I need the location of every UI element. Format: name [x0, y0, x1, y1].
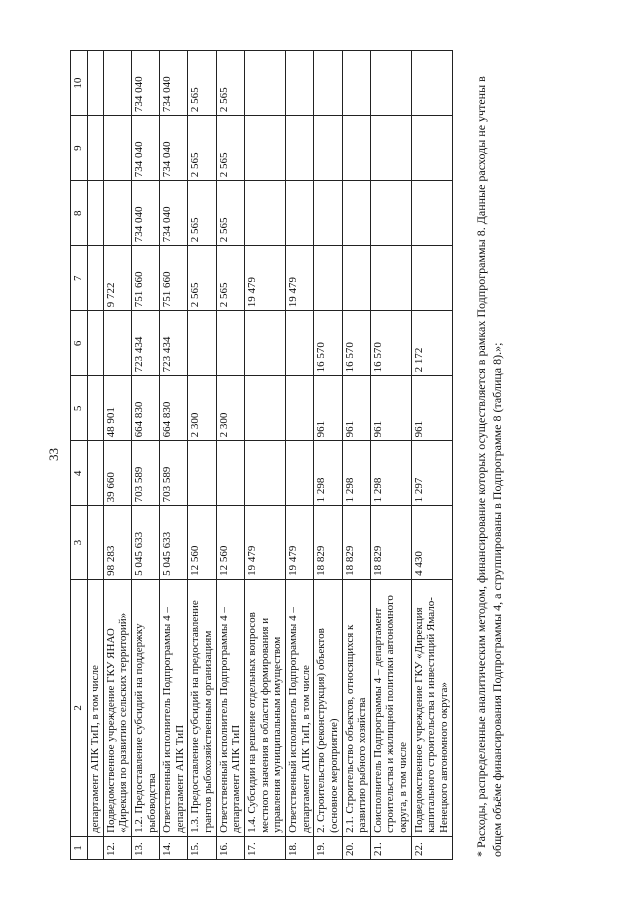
value-cell [103, 51, 131, 116]
column-header: 9 [71, 116, 88, 181]
value-cell [370, 181, 411, 246]
table-row [216, 51, 244, 860]
row-name-cell: Подведомственное учреждение ГКУ «Дирекция капитального строительства и инвестиций Ямало-Ненецкого автономного округа» [411, 579, 452, 836]
row-number-cell: 13. [131, 836, 159, 859]
value-cell [314, 51, 342, 116]
finance-table [70, 50, 453, 860]
value-cell: 12 560 [188, 506, 216, 579]
value-cell [285, 51, 313, 116]
value-cell [88, 181, 104, 246]
row-name-cell: Подведомственное учреждение ГКУ ЯНАО «Дирекция по развитию сельских территорий» [103, 579, 131, 836]
value-cell [285, 181, 313, 246]
value-cell [342, 246, 370, 311]
value-cell [188, 441, 216, 506]
value-cell [88, 116, 104, 181]
value-cell: 16 570 [370, 311, 411, 376]
row-name-cell: 1.2. Предоставление субсидий на поддержку рыбоводства [131, 579, 159, 836]
row-number-cell: 19. [314, 836, 342, 859]
row-name-cell: Ответственный исполнитель Подпрограммы 4 – департамент АПК ТиП [216, 579, 244, 836]
value-cell: 2 565 [216, 246, 244, 311]
column-header: 8 [71, 181, 88, 246]
value-cell: 12 560 [216, 506, 244, 579]
column-header: 3 [71, 506, 88, 579]
table-row [245, 51, 286, 860]
value-cell [411, 116, 452, 181]
table-row [411, 51, 452, 860]
table-row [188, 51, 216, 860]
value-cell [103, 116, 131, 181]
value-cell [245, 311, 286, 376]
value-cell [314, 246, 342, 311]
value-cell: 961 [411, 376, 452, 441]
value-cell [370, 246, 411, 311]
value-cell: 18 829 [342, 506, 370, 579]
value-cell: 2 565 [188, 181, 216, 246]
table-row [88, 51, 104, 860]
row-number-cell [88, 836, 104, 859]
table-row [131, 51, 159, 860]
value-cell: 9 722 [103, 246, 131, 311]
value-cell: 5 045 633 [131, 506, 159, 579]
value-cell: 734 040 [131, 51, 159, 116]
table-row [314, 51, 342, 860]
value-cell [188, 311, 216, 376]
row-number-cell: 16. [216, 836, 244, 859]
value-cell: 703 589 [131, 441, 159, 506]
value-cell: 19 479 [285, 246, 313, 311]
row-number-cell: 22. [411, 836, 452, 859]
value-cell: 18 829 [314, 506, 342, 579]
value-cell [411, 51, 452, 116]
value-cell: 2 565 [188, 51, 216, 116]
value-cell: 16 570 [342, 311, 370, 376]
table-row [160, 51, 188, 860]
row-number-cell: 15. [188, 836, 216, 859]
value-cell [245, 376, 286, 441]
value-cell: 734 040 [160, 51, 188, 116]
value-cell [88, 51, 104, 116]
column-header: 4 [71, 441, 88, 506]
row-name-cell: департамент АПК ТиП, в том числе [88, 579, 104, 836]
value-cell [88, 441, 104, 506]
value-cell [342, 51, 370, 116]
column-header: 10 [71, 51, 88, 116]
value-cell: 98 283 [103, 506, 131, 579]
value-cell [285, 116, 313, 181]
column-header: 6 [71, 311, 88, 376]
value-cell: 734 040 [131, 116, 159, 181]
value-cell [411, 181, 452, 246]
column-header: 7 [71, 246, 88, 311]
row-name-cell: 2.1. Строительство объектов, относящихся к развитию рыбного хозяйства [342, 579, 370, 836]
value-cell [245, 181, 286, 246]
value-cell: 734 040 [131, 181, 159, 246]
value-cell: 2 172 [411, 311, 452, 376]
value-cell: 751 660 [131, 246, 159, 311]
value-cell: 5 045 633 [160, 506, 188, 579]
value-cell: 2 300 [188, 376, 216, 441]
value-cell [411, 246, 452, 311]
value-cell [216, 311, 244, 376]
value-cell [342, 181, 370, 246]
value-cell: 961 [314, 376, 342, 441]
value-cell [103, 311, 131, 376]
value-cell [314, 181, 342, 246]
value-cell [370, 116, 411, 181]
row-name-cell: 1.4. Субсидии на решение отдельных вопросов местного значения в области формирования и управления муниципальным имуществом [245, 579, 286, 836]
table-row [103, 51, 131, 860]
value-cell: 2 565 [216, 181, 244, 246]
value-cell [88, 506, 104, 579]
value-cell: 2 565 [188, 116, 216, 181]
value-cell: 1 298 [314, 441, 342, 506]
value-cell [314, 116, 342, 181]
table-header-row [71, 51, 88, 860]
column-header: 2 [71, 579, 88, 836]
value-cell: 2 565 [216, 116, 244, 181]
row-name-cell: Ответственный исполнитель Подпрограммы 4 – департамент АПК ТиП, в том числе [285, 579, 313, 836]
value-cell: 48 901 [103, 376, 131, 441]
table-row [342, 51, 370, 860]
value-cell: 664 830 [131, 376, 159, 441]
value-cell: 751 660 [160, 246, 188, 311]
row-name-cell: 1.3. Предоставление субсидий на предоставление грантов рыбохозяйственным организациям [188, 579, 216, 836]
value-cell: 961 [342, 376, 370, 441]
value-cell: 19 479 [285, 506, 313, 579]
value-cell: 4 430 [411, 506, 452, 579]
value-cell: 723 434 [160, 311, 188, 376]
value-cell: 664 830 [160, 376, 188, 441]
row-name-cell: Соисполнитель Подпрограммы 4 – департамент строительства и жилищной политики автономного округа, в том числе [370, 579, 411, 836]
value-cell: 19 479 [245, 246, 286, 311]
value-cell: 961 [370, 376, 411, 441]
value-cell: 703 589 [160, 441, 188, 506]
value-cell: 2 300 [216, 376, 244, 441]
value-cell: 723 434 [131, 311, 159, 376]
row-number-cell: 17. [245, 836, 286, 859]
row-number-cell: 21. [370, 836, 411, 859]
value-cell [88, 376, 104, 441]
value-cell [88, 246, 104, 311]
column-header: 1 [71, 836, 88, 859]
row-name-cell: 2. Строительство (реконструкция) объектов (основное мероприятие) [314, 579, 342, 836]
value-cell: 19 479 [245, 506, 286, 579]
value-cell: 2 565 [188, 246, 216, 311]
row-number-cell: 20. [342, 836, 370, 859]
value-cell: 734 040 [160, 181, 188, 246]
value-cell: 1 298 [342, 441, 370, 506]
row-number-cell: 12. [103, 836, 131, 859]
value-cell [285, 376, 313, 441]
value-cell [285, 441, 313, 506]
column-header: 5 [71, 376, 88, 441]
value-cell: 18 829 [370, 506, 411, 579]
row-number-cell: 14. [160, 836, 188, 859]
row-name-cell: Ответственный исполнитель Подпрограммы 4 – департамент АПК ТиП [160, 579, 188, 836]
rotated-content [40, 42, 520, 867]
value-cell: 1 298 [370, 441, 411, 506]
value-cell [245, 51, 286, 116]
footnote: * Расходы, распределенные аналитическим методом, финансирование которых осуществляется в рамках Подпрограммы 8. Данные расходы не учтены в общем объёме финансирования Подпрограммы 4, а сгруппированы в Подпрограмме 8 (таблица 8).»; [474, 76, 504, 857]
row-number-cell: 18. [285, 836, 313, 859]
value-cell [285, 311, 313, 376]
value-cell [245, 441, 286, 506]
value-cell [88, 311, 104, 376]
value-cell: 734 040 [160, 116, 188, 181]
value-cell [103, 181, 131, 246]
page-number: 33 [46, 448, 61, 461]
value-cell [245, 116, 286, 181]
value-cell: 39 660 [103, 441, 131, 506]
value-cell [216, 441, 244, 506]
table-row [370, 51, 411, 860]
value-cell [370, 51, 411, 116]
value-cell: 1 297 [411, 441, 452, 506]
value-cell [342, 116, 370, 181]
value-cell: 16 570 [314, 311, 342, 376]
value-cell: 2 565 [216, 51, 244, 116]
table-row [285, 51, 313, 860]
